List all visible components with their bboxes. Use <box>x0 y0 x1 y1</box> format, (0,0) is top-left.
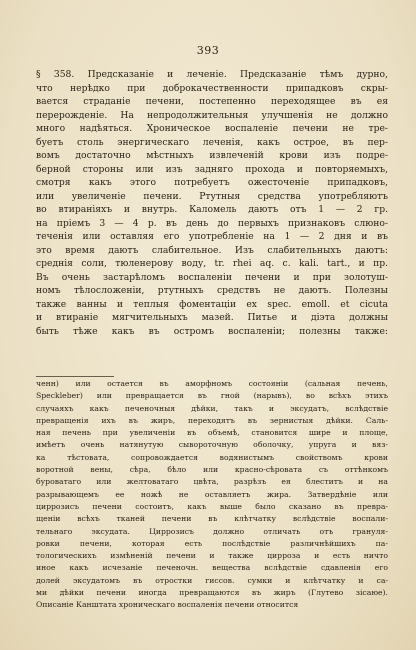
main-text-line: перерожденіе. На непродолжительныя улучшенія не должно <box>36 109 388 121</box>
footnote-line: тельнаго эксудата. Циррозисъ должно отличать отъ грануля- <box>36 526 388 536</box>
footnote-line: ная печень при увеличеніи въ объемѣ, становится шире и площе, <box>36 428 388 438</box>
main-text-line: что нерѣдко при доброкачественности припадковъ скры- <box>36 82 388 94</box>
main-text-line: смотря какъ этого потребуетъ ожесточеніе припадковъ, <box>36 177 388 188</box>
footnote-line: ми дѣйки печени иногда превращаются въ жиръ (Глутево зісаюе). <box>36 588 388 598</box>
main-text-line: берной стороны или изъ задняго прохода и повторяемыхъ, <box>36 163 388 175</box>
footnote-block <box>36 378 388 612</box>
main-text-line: среднія соли, тюленерову воду, tr. rhei aq. c. kali. tart., и пр. <box>36 258 388 269</box>
main-text-line: во втираніяхъ и внутрь. Каломель даютъ отъ 1 — 2 гр. <box>36 204 388 215</box>
footnote-line: воротной вены, сѣра, бѣло или красно-сѣровата съ оттѣнкомъ <box>36 465 388 475</box>
page-number: 393 <box>196 44 220 57</box>
footnote-line: Speckleber) или превращается въ гной (нарывъ), во всѣхъ этихъ <box>36 391 388 401</box>
footnote-line: имѣетъ очень натянутую сывороточную оболочку, упруга и вяз- <box>36 440 388 450</box>
footnote-line: ровки печени, которая есть послѣдствіе различнѣйшихъ па- <box>36 538 388 548</box>
footnote-line: тологическихъ измѣненій печени и также цирроза и есть ничто <box>36 551 388 561</box>
main-text-line: много надѣяться. Хроническое воспаленіе печени не тре- <box>36 123 388 134</box>
main-text-line: буетъ столь энергическаго леченія, какъ острое, въ пер- <box>36 136 388 148</box>
footnote-line: долей эксудатомъ въ отростки гиссов. сумки и клѣтчатку и са- <box>36 575 388 585</box>
main-text-line: это время даютъ слабительное. Изъ слабительныхъ даютъ: <box>36 244 388 256</box>
footnote-line: буроватаго или желтоватаго цвѣта, разрѣзъ ея блеститъ и на <box>36 477 388 487</box>
main-text-line: также ванны и теплыя фоментаціи ex spec. emoll. et cicuta <box>36 298 388 310</box>
main-text-line: Въ очень застарѣломъ воспаленіи печени и при золотуш- <box>36 271 388 283</box>
main-text-line: и втираніе мягчительныхъ мазей. Питье и діэта должны <box>36 312 388 323</box>
footnote-line: случаяхъ какъ печеночныя дѣйки, такъ и эксудатъ, вслѣдствіе <box>36 403 388 413</box>
footnote-line: иное какъ исчезаніе печеночн. вещества вслѣдствіе сдавленія его <box>36 563 388 573</box>
main-text-line: номъ тѣлосложеніи, ртутныхъ средствъ не даютъ. Полезны <box>36 285 388 296</box>
main-text-line: вомъ достаточно мѣстныхъ извлеченій крови изъ подре- <box>36 150 388 161</box>
footnote-line: циррозисъ печени состоитъ, какъ выше было сказано въ превра- <box>36 501 388 511</box>
footnote-line: Описаніе Канштата хроническаго воспаленія печени относится <box>36 600 299 610</box>
footnote-line: превращенія ихъ въ жиръ, переходятъ въ зернистыя дѣйки. Саль- <box>36 415 388 425</box>
main-text-line: быть тѣже какъ въ остромъ воспаленіи; полезны также: <box>36 325 388 337</box>
footnote-line: разрывающемъ ее ножѣ не оставляетъ жира. Затвердѣніе или <box>36 489 388 499</box>
footnote-divider <box>36 376 114 377</box>
main-text-line: вается страданіе печени, постепенно переходящее въ ея <box>36 96 388 107</box>
main-text-line: теченія или оставляя его употребленіе на 1 — 2 дня и въ <box>36 231 388 242</box>
main-text-block <box>36 68 388 338</box>
footnote-line: щеніи всѣхъ тканей печени въ клѣтчатку вслѣдствіе воспали- <box>36 514 388 524</box>
footnote-line: ченн) или остается въ аморфномъ состояніи (сальная печень, <box>36 379 388 388</box>
main-text-line: на пріемъ 3 — 4 р. въ день до первыхъ признаковъ слюно- <box>36 217 388 229</box>
footnote-line: ка тѣстовата, сопровождается водянистымъ свойствомъ крови <box>36 452 388 462</box>
main-text-line: или увеличеніе печени. Ртутныя средства употребляютъ <box>36 190 388 202</box>
main-text-line: § 358. Предсказаніе и леченіе. Предсказаніе тѣмъ дурно, <box>36 69 388 80</box>
